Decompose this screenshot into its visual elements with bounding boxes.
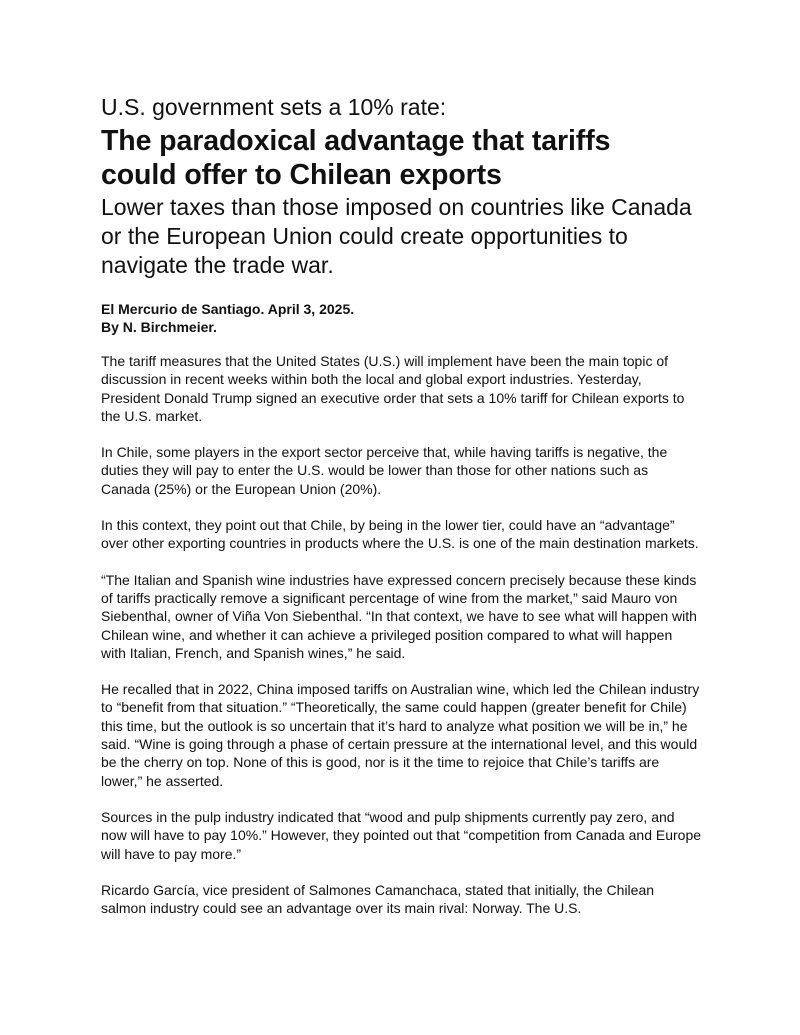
byline — [101, 300, 701, 336]
article-headline — [101, 124, 701, 192]
source-line: El Mercurio de Santiago. April 3, 2025. — [101, 301, 355, 317]
author-line: By N. Birchmeier. — [101, 319, 217, 335]
paragraph: In this context, they point out that Chile, by being in the lower tier, could have an “advantage” over other exporting countries in products where the U.S. is one of the main destination markets. — [101, 517, 699, 552]
paragraph: The tariff measures that the United States (U.S.) will implement have been the main topic of discussion in recent weeks within both the local and global export industries. Yesterday, President Donald Trump signed an executive order that sets a 10% tariff for Chilean exports to the U.S. market. — [101, 353, 685, 424]
article-kicker: U.S. government sets a 10% rate: — [101, 94, 447, 120]
headline-line-1: The paradoxical advantage that tariffs — [101, 125, 611, 157]
paragraph: He recalled that in 2022, China imposed tariffs on Australian wine, which led the Chilean industry to “benefit from that situation.” “Theoretically, the same could happen (greater benefit for Chile) this time, but the outlook is so uncertain that it’s hard to analyze what position we will be in,” he said. “Wine is going through a phase of certain pressure at the international level, and this would be the cherry on top. None of this is good, nor is it the time to rejoice that Chile’s tariffs are lower,” he asserted. — [101, 681, 700, 789]
headline-line-2: could offer to Chilean exports — [101, 159, 502, 191]
paragraph: Sources in the pulp industry indicated that “wood and pulp shipments currently pay zero, and now will have to pay 10%.” However, they pointed out that “competition from Canada and Europe will have to pay more.” — [101, 808, 702, 862]
article-deck: Lower taxes than those imposed on countries like Canada or the European Union could create opportunities to navigate the trade war. — [101, 194, 692, 278]
article-body — [101, 352, 701, 917]
article — [101, 92, 701, 935]
paragraph: Ricardo García, vice president of Salmones Camanchaca, stated that initially, the Chilean salmon industry could see an advantage over its main rival: Norway. The U.S. — [101, 881, 655, 917]
paragraph: “The Italian and Spanish wine industries have expressed concern precisely because these kinds of tariffs practically remove a significant percentage of wine from the market,” said Mauro von Siebenthal, owner of Viña Von Siebenthal. “In that context, we have to see what will happen with Chilean wine, and whether it can achieve a privileged position compared to what will happen with Italian, French, and Spanish wines,” he said. — [101, 571, 697, 661]
paragraph: In Chile, some players in the export sector perceive that, while having tariffs is negative, the duties they will pay to enter the U.S. would be lower than those for other nations such as Canada (25%) or the European Union (20%). — [101, 444, 668, 497]
